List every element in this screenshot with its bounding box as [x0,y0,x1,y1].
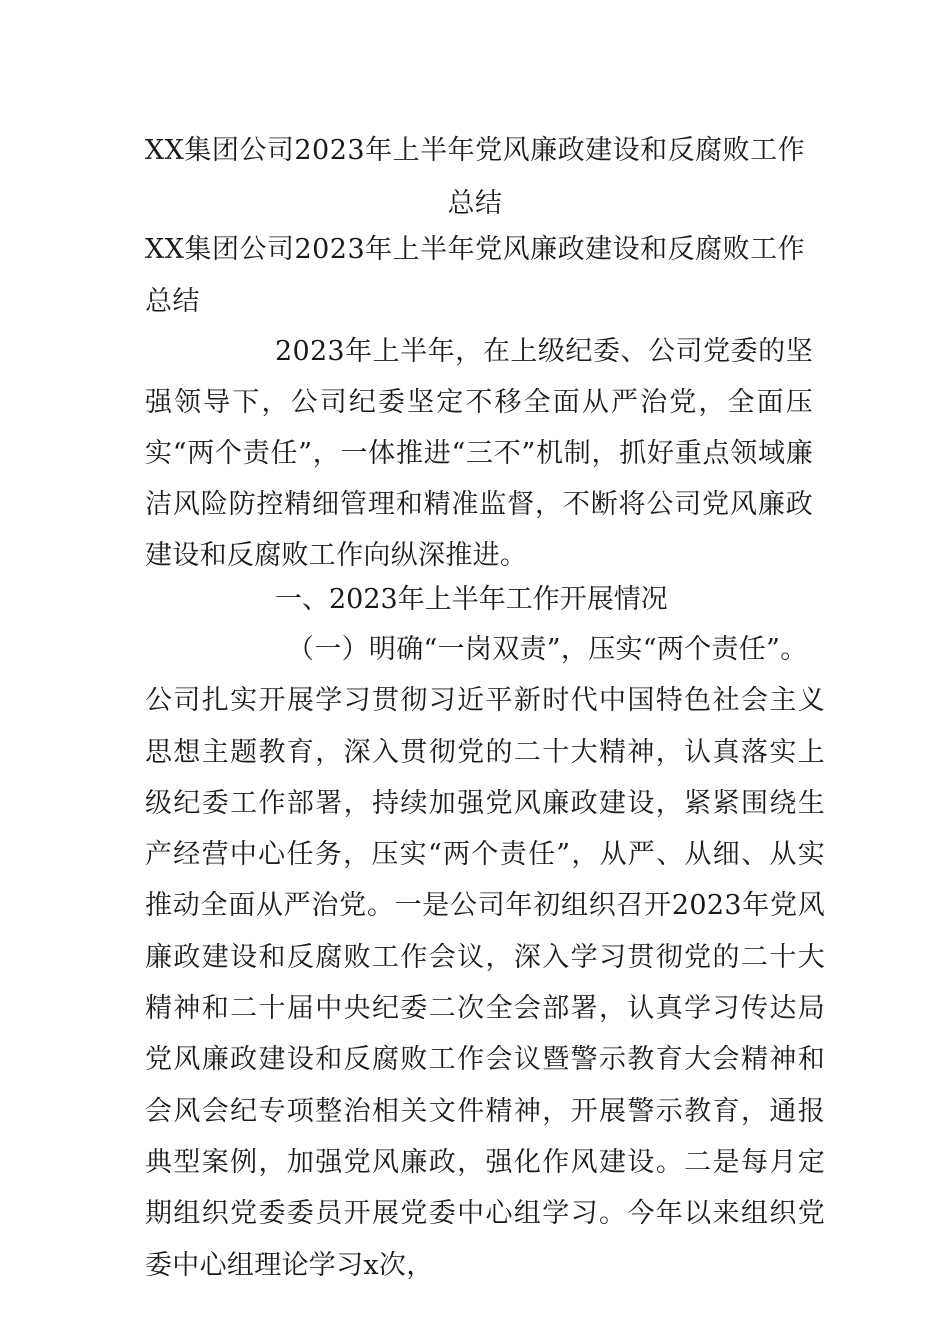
subsection-paragraph [145,624,825,1291]
subsection-body: 公司扎实开展学习贯彻习近平新时代中国特色社会主义思想主题教育，深入贯彻党的二十大精神，认真落实上级纪委工作部署，持续加强党风廉政建设，紧紧围绕生产经营中心任务，压实“两个责任”，从严、从细、从实推动全面从严治党。一是公司年初组织召开2023年党风廉政建设和反腐败工作会议，深入学习贯彻党的二十大精神和二十届中央纪委二次全会部署，认真学习传达局党风廉政建设和反腐败工作会议暨警示教育大会精神和会风会纪专项整治相关文件精神，开展警示教育，通报典型案例，加强党风廉政，强化作风建设。二是每月定期组织党委委员开展党委中心组学习。今年以来组织党委中心组理论学习x次， [145,685,825,1281]
subsection-heading: （一）明确“一岗双责”，压实“两个责任”。 [287,634,808,665]
document-title-repeated: XX集团公司2023年上半年党风廉政建设和反腐败工作总结 [145,234,806,317]
document-title: XX集团公司2023年上半年党风廉政建设和反腐败工作总结 [144,135,806,219]
section-heading: 一、2023年上半年工作开展情况 [275,584,668,615]
intro-paragraph: 2023年上半年，在上级纪委、公司党委的坚强领导下，公司纪委坚定不移全面从严治党，全面压实“两个责任”，一体推进“三不”机制，抓好重点领域廉洁风险防控精细管理和精准监督，不断将公司党风廉政建设和反腐败工作向纵深推进。 [145,336,813,571]
